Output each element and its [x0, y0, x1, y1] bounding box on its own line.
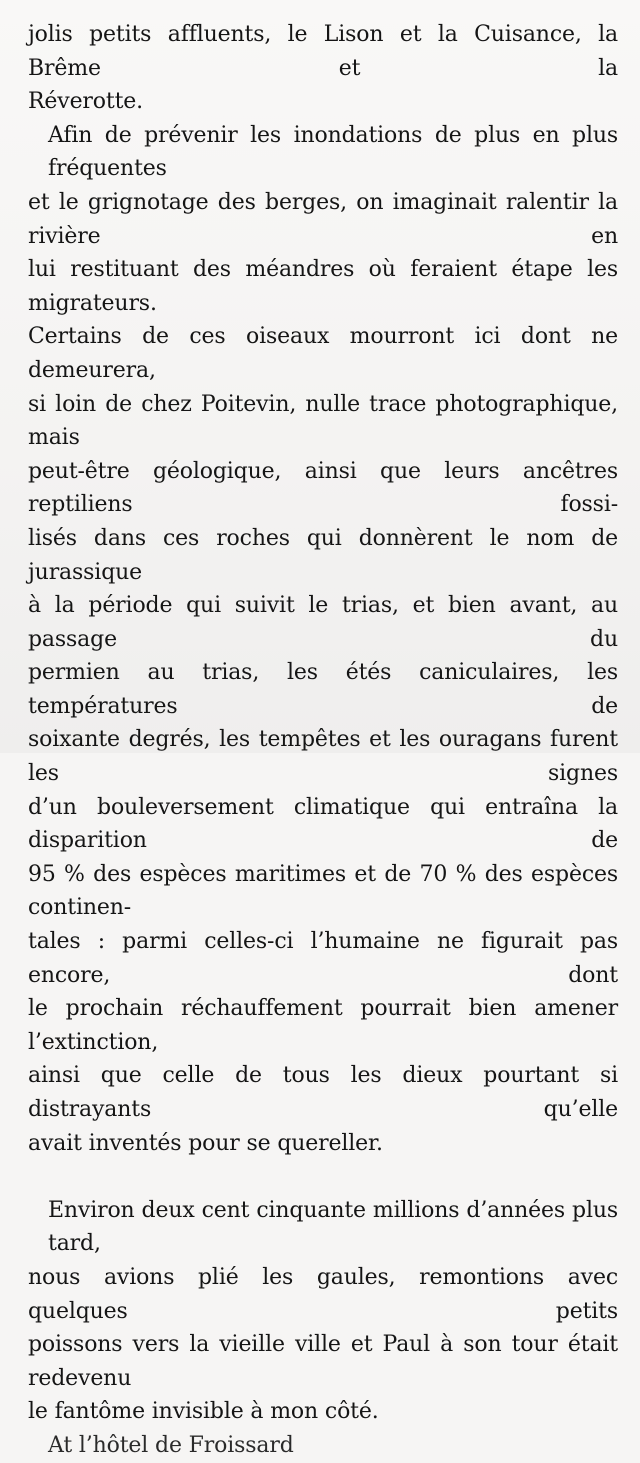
text-line: soixante degrés, les tempêtes et les ouragans furent les signes	[28, 727, 618, 787]
text-line: et le grignotage des berges, on imaginait ralentir la rivière en	[28, 189, 618, 249]
partial-text-line: At l’hôtel de Froissard	[48, 1432, 294, 1458]
text-line: peut-être géologique, ainsi que leurs ancêtres reptiliens fossi-	[28, 458, 618, 518]
text-line: tales : parmi celles-ci l’humaine ne figurait pas encore, dont	[28, 929, 618, 988]
text-line: jolis petits affluents, le Lison et la Cuisance, la Brême et la	[28, 22, 618, 81]
text-line: lui restituant des méandres où feraient étape les migrateurs.	[28, 257, 618, 316]
text-line: Réverotte.	[28, 89, 143, 115]
text-line: le fantôme invisible à mon côté.	[28, 1399, 379, 1425]
text-line: ainsi que celle de tous les dieux pourtant si distrayants qu’elle	[28, 1063, 618, 1122]
text-line: avait inventés pour se quereller.	[28, 1130, 383, 1156]
paragraph-gap	[28, 1160, 618, 1194]
page-text	[28, 18, 618, 1463]
text-line: 95 % des espèces maritimes et de 70 % des espèces continen-	[28, 861, 618, 921]
text-line: si loin de chez Poitevin, nulle trace photographique, mais	[28, 391, 618, 451]
text-line: permien au trias, les étés caniculaires, les températures de	[28, 660, 618, 719]
text-line: nous avions plié les gaules, remontions avec quelques petits	[28, 1264, 618, 1324]
text-line: d’un bouleversement climatique qui entraîna la disparition de	[28, 794, 618, 854]
text-line: Afin de prévenir les inondations de plus en plus fréquentes	[48, 122, 618, 182]
text-line: lisés dans ces roches qui donnèrent le nom de jurassique	[28, 525, 618, 585]
text-line: à la période qui suivit le trias, et bien avant, au passage du	[28, 593, 618, 652]
text-line: le prochain réchauffement pourrait bien amener l’extinction,	[28, 996, 618, 1055]
text-line: poissons vers la vieille ville et Paul à son tour était redevenu	[28, 1332, 618, 1391]
text-line: Certains de ces oiseaux mourront ici dont ne demeurera,	[28, 324, 618, 383]
text-line: Environ deux cent cinquante millions d’années plus tard,	[48, 1197, 618, 1257]
